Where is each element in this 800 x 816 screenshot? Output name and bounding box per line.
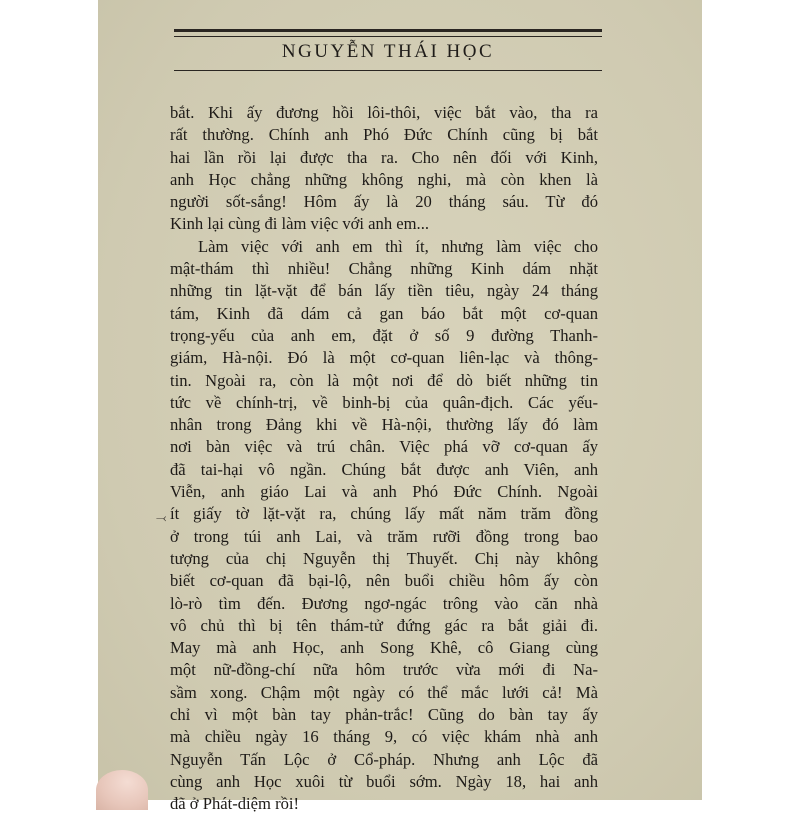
text-line: nơi bàn việc và trú chân. Việc phá vỡ cơ-quan ấy xyxy=(170,437,598,457)
text-line: mà chiều ngày 16 tháng 9, có việc khám nhà anh xyxy=(170,727,598,747)
text-line: Viễn, anh giáo Lai và anh Phó Đức Chính. Ngoài xyxy=(170,482,598,502)
text-line: đã tai-hại vô ngần. Chúng bắt được anh Viên, anh xyxy=(170,459,598,479)
header-rule-bottom xyxy=(174,70,602,71)
book-page xyxy=(98,0,702,814)
text-line: Kinh lại cùng đi làm việc với anh em... xyxy=(170,214,430,234)
text-line: những tin lặt-vặt để bán lấy tiền tiêu, ngày 24 tháng xyxy=(170,281,598,301)
header-rule-top-thin xyxy=(174,36,602,37)
margin-pencil-mark: ⤙ xyxy=(156,511,167,526)
text-line: Làm việc với anh em thì ít, nhưng làm việc cho xyxy=(198,236,598,256)
text-line: May mà anh Học, anh Song Khê, cô Giang cùng xyxy=(170,638,598,658)
text-line: anh Học chẳng những không nghi, mà còn khen là xyxy=(170,169,598,189)
text-line: chỉ vì một bàn tay phản-trắc! Cũng do bàn tay ấy xyxy=(170,705,598,725)
text-line: ở trong túi anh Lai, và trăm rưỡi đồng trong bao xyxy=(170,526,598,546)
text-line: sầm xong. Chậm một ngày có thể mắc lưới cả! Mà xyxy=(170,682,598,702)
running-head: NGUYỄN THÁI HỌC xyxy=(281,41,495,62)
header-rule-top xyxy=(174,29,602,32)
text-line: tin. Ngoài ra, còn là một nơi để dò biết những tin xyxy=(170,370,598,390)
text-line: tám, Kinh đã dám cả gan báo bắt một cơ-quan xyxy=(170,303,598,323)
text-line: đã ở Phát-diệm rồi! xyxy=(170,794,300,814)
text-line: vô chủ thì bị tên thám-tử đứng gác ra bắt giải đi. xyxy=(170,615,598,635)
text-line: nhân trong Đảng khi về Hà-nội, thường lấy đó làm xyxy=(170,415,598,435)
text-line: biết cơ-quan đã bại-lộ, nên buổi chiều hôm ấy còn xyxy=(170,571,598,591)
text-line: ít giấy tờ lặt-vặt ra, chúng lấy mất năm trăm đồng xyxy=(170,504,598,524)
text-line: tức về chính-trị, về binh-bị của quân-địch. Các yếu- xyxy=(170,392,598,412)
text-line: người sốt-sắng! Hôm ấy là 20 tháng sáu. Từ đó xyxy=(170,192,598,212)
text-line: hai lần rồi lại được tha ra. Cho nên đối với Kinh, xyxy=(170,147,598,167)
text-line: mật-thám thì nhiều! Chẳng những Kinh dám nhặt xyxy=(170,259,598,279)
text-line: một nữ-đồng-chí nữa hôm trước vừa mới đi Na- xyxy=(170,660,598,680)
text-line: lò-rò tìm đến. Đương ngơ-ngác trông vào căn nhà xyxy=(170,593,598,613)
thumb-holding-page xyxy=(96,770,148,810)
text-line: rất thường. Chính anh Phó Đức Chính cũng bị bắt xyxy=(170,125,598,145)
body-text xyxy=(170,102,598,816)
text-line: bắt. Khi ấy đương hồi lôi-thôi, việc bắt vào, tha ra xyxy=(170,103,598,122)
text-line: Nguyễn Tấn Lộc ở Cổ-pháp. Nhưng anh Lộc đã xyxy=(170,749,598,769)
text-line: cùng anh Học xuôi từ buổi sớm. Ngày 18, hai anh xyxy=(170,771,598,791)
text-line: tượng của chị Nguyễn thị Thuyết. Chị này không xyxy=(170,548,598,568)
text-line: trọng-yếu của anh em, đặt ở số 9 đường Thanh- xyxy=(170,325,598,345)
text-line: giám, Hà-nội. Đó là một cơ-quan liên-lạc và thông- xyxy=(170,348,598,368)
